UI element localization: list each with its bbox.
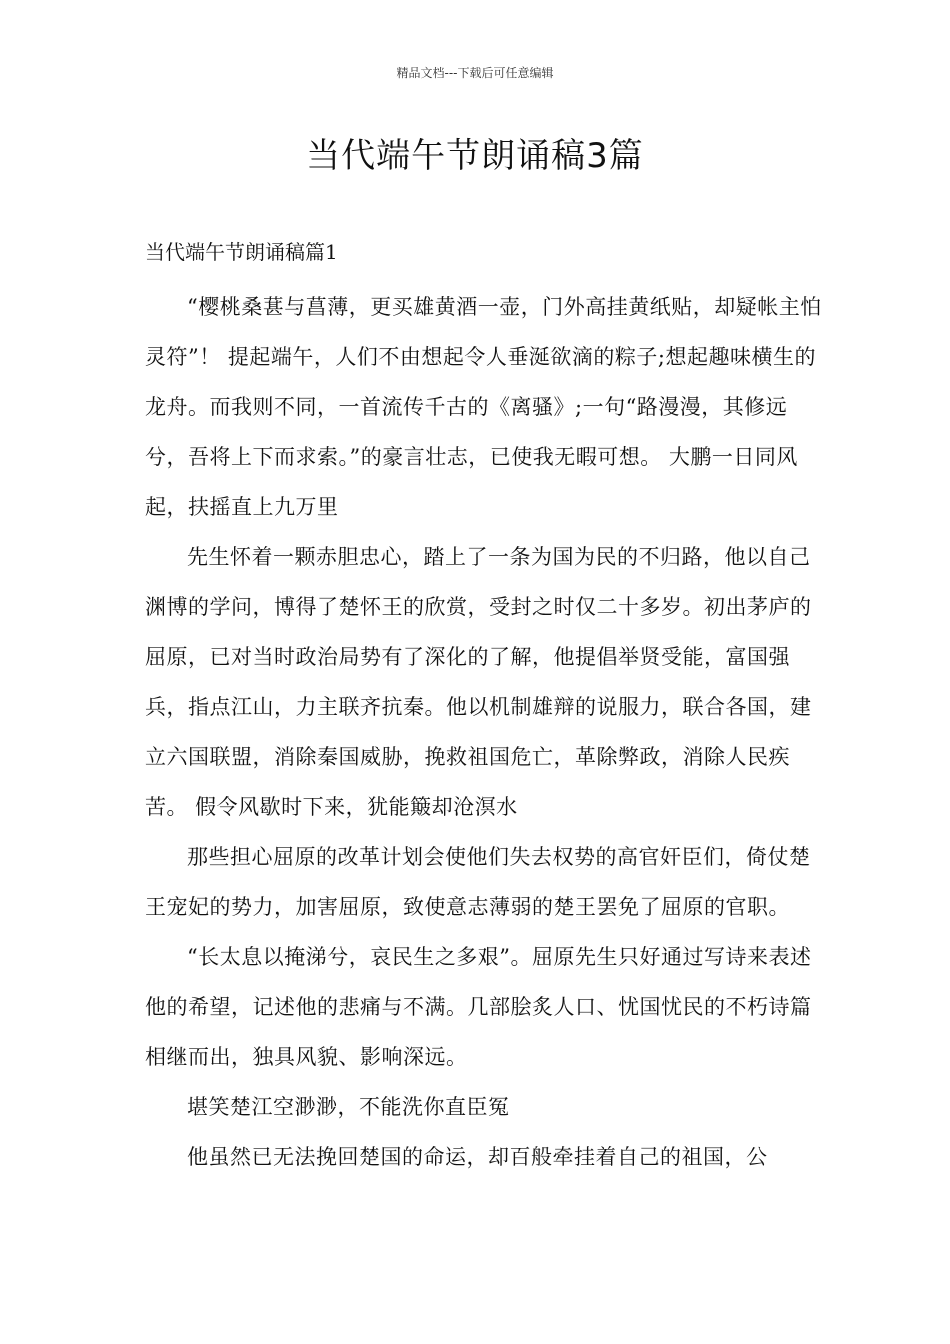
section-title: 当代端午节朗诵稿篇1 (145, 240, 338, 264)
document-title: 当代端午节朗诵稿3篇 (306, 136, 644, 176)
document-body (145, 282, 825, 1182)
paragraph: “长太息以掩涕兮，哀民生之多艰”。屈原先生只好通过写诗来表述他的希望，记述他的悲痛与不满。几部脍炙人口、忧国忧民的不朽诗篇相继而出，独具风貌、影响深远。 (145, 945, 812, 1069)
header-note: 精品文档---下载后可任意编辑 (396, 66, 554, 80)
paragraph: “樱桃桑葚与菖薄，更买雄黄酒一壶，门外高挂黄纸贴，却疑帐主怕灵符”！ 提起端午，人们不由想起令人垂涎欲滴的粽子;想起趣味横生的龙舟。而我则不同，一首流传千古的《离骚》;一句“路漫漫，其修远兮，吾将上下而求索。”的豪言壮志，已使我无暇可想。 大鹏一日同风起，扶摇直上九万里 (145, 295, 822, 519)
paragraph: 堪笑楚江空渺渺，不能洗你直臣冤 (187, 1095, 510, 1119)
paragraph: 他虽然已无法挽回楚国的命运，却百般牵挂着自己的祖国，公 (187, 1145, 768, 1169)
paragraph: 先生怀着一颗赤胆忠心，踏上了一条为国为民的不归路，他以自己渊博的学问，博得了楚怀王的欣赏，受封之时仅二十多岁。初出茅庐的屈原，已对当时政治局势有了深化的了解，他提倡举贤受能，富国强兵，指点江山，力主联齐抗秦。他以机制雄辩的说服力，联合各国，建立六国联盟，消除秦国威胁，挽救祖国危亡，革除弊政，消除人民疾苦。 假令风歇时下来，犹能簸却沧溟水 (145, 545, 812, 819)
paragraph: 那些担心屈原的改革计划会使他们失去权势的高官奸臣们，倚仗楚王宠妃的势力，加害屈原，致使意志薄弱的楚王罢免了屈原的官职。 (145, 845, 811, 919)
